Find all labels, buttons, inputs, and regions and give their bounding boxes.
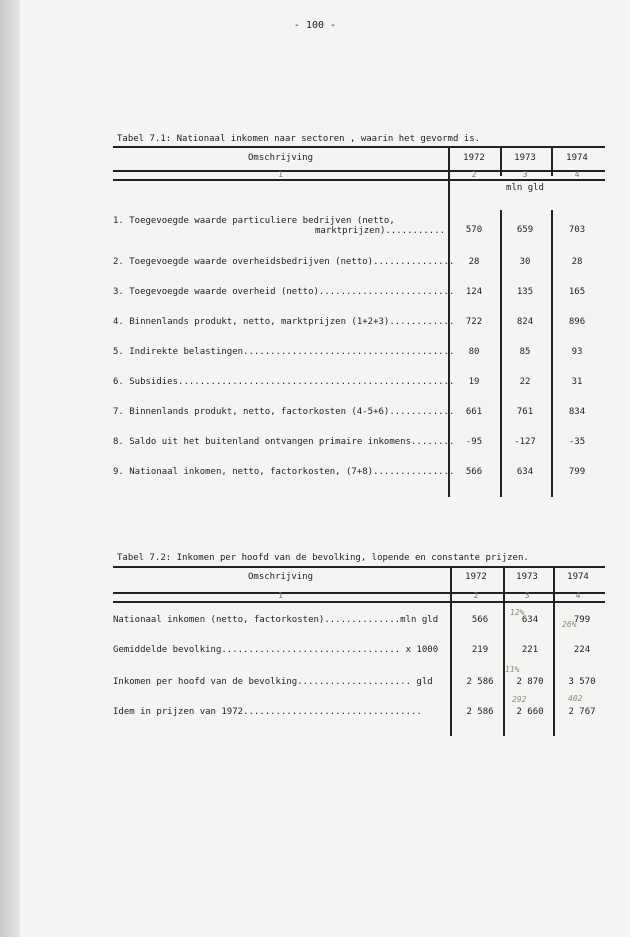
table1-cell: 634 [516,467,534,477]
table2-cell: 2 586 [466,707,494,717]
page-number: - 100 - [293,20,337,31]
table1-cell: 124 [465,287,483,297]
table1-cell: 93 [571,347,583,357]
table2-cell: 2 586 [466,677,494,687]
table1-cell: 659 [516,225,534,235]
table1-row-label: 8. Saldo uit het buitenland ontvangen primaire inkomens........ [113,437,455,447]
table1-row-label: 9. Nationaal inkomen, netto, factorkosten, (7+8)............... [113,467,455,477]
table2-cell: 219 [471,645,489,655]
table1-row-label: 4. Binnenlands produkt, netto, marktprijzen (1+2+3)............ [113,317,455,327]
table1-cell: 19 [468,377,480,387]
table1-cell: 566 [465,467,483,477]
table1-cell: 661 [465,407,483,417]
table1-row-label-cont: marktprijzen)........... [315,226,446,236]
handwritten-note: 11% [505,665,520,674]
table1-row-label: 3. Toegevoegde waarde overheid (netto)......................... [113,287,455,297]
handwritten-note: 402 [568,694,583,703]
table1-unit: mln gld [506,183,544,193]
table1-cell: -35 [568,437,586,447]
table1-cell: 799 [568,467,586,477]
table1-cell: 824 [516,317,534,327]
table2-header-year: 1973 [516,572,538,582]
table1-row-label: 2. Toegevoegde waarde overheidsbedrijven (netto)............... [113,257,455,267]
table2-cell: 2 870 [516,677,544,687]
table2-row-label: Idem in prijzen van 1972................................. [113,707,422,717]
table1-cell: 22 [519,377,531,387]
table2-row-label: Gemiddelde bevolking................................. x 1000 [113,645,439,655]
col-number: 1 [278,170,283,179]
table1-cell: 31 [571,377,583,387]
table2-row-label: Nationaal inkomen (netto, factorkosten)..............mln gld [113,615,439,625]
col-number: 3 [524,591,530,600]
table1-row-label: 5. Indirekte belastingen....................................... [113,347,455,357]
table2-cell: 2 767 [568,707,596,717]
table1-cell: 703 [568,225,586,235]
table1-cell: 761 [516,407,534,417]
col-number: 4 [575,591,581,600]
table2-cell: 634 [521,615,539,625]
table2-cell: 224 [573,645,591,655]
table1-cell: 570 [465,225,483,235]
table1-cell: 834 [568,407,586,417]
table1-cell: 28 [571,257,583,267]
table1-cell: 722 [465,317,483,327]
table1-header-year: 1973 [514,153,536,163]
table1-cell: 28 [468,257,480,267]
table1-cell: 135 [516,287,534,297]
table2-title: Tabel 7.2: Inkomen per hoofd van de bevolking, lopende en constante prijzen. [117,553,529,563]
table1-cell: 85 [519,347,531,357]
table2-cell: 566 [471,615,489,625]
table1-row-label: 1. Toegevoegde waarde particuliere bedrijven (netto, [113,216,395,226]
table1-header-year: 1972 [463,153,485,163]
table1-cell: 896 [568,317,586,327]
table1-header-description: Omschrijving [247,153,314,163]
table2-cell: 799 [573,615,591,625]
col-number: 2 [473,591,479,600]
table1-header-year: 1974 [566,153,588,163]
table2-header-description: Omschrijving [247,572,314,582]
table1-cell: -95 [465,437,483,447]
table1-cell: -127 [514,437,536,447]
table1-title: Tabel 7.1: Nationaal inkomen naar sectoren , waarin het gevormd is. [117,134,481,144]
table1-cell: 80 [468,347,480,357]
handwritten-note: 292 [512,695,527,704]
table2-cell: 2 660 [516,707,544,717]
table1-cell: 165 [568,287,586,297]
col-number: 3 [522,170,528,179]
table2-row-label: Inkomen per hoofd van de bevolking..................... gld [113,677,433,687]
col-number: 4 [574,170,580,179]
col-number: 1 [278,591,283,600]
table2-header-year: 1972 [465,572,487,582]
table2-header-year: 1974 [567,572,589,582]
table1-row-label: 7. Binnenlands produkt, netto, factorkosten (4-5+6)............ [113,407,455,417]
table2-cell: 3 570 [568,677,596,687]
table2-cell: 221 [521,645,539,655]
handwritten-note: 26% [562,620,577,629]
scan-edge [0,0,20,937]
table1-cell: 30 [519,257,531,267]
table1-row-label: 6. Subsidies................................................... [113,377,455,387]
col-number: 2 [471,170,477,179]
handwritten-note: 12% [510,608,525,617]
